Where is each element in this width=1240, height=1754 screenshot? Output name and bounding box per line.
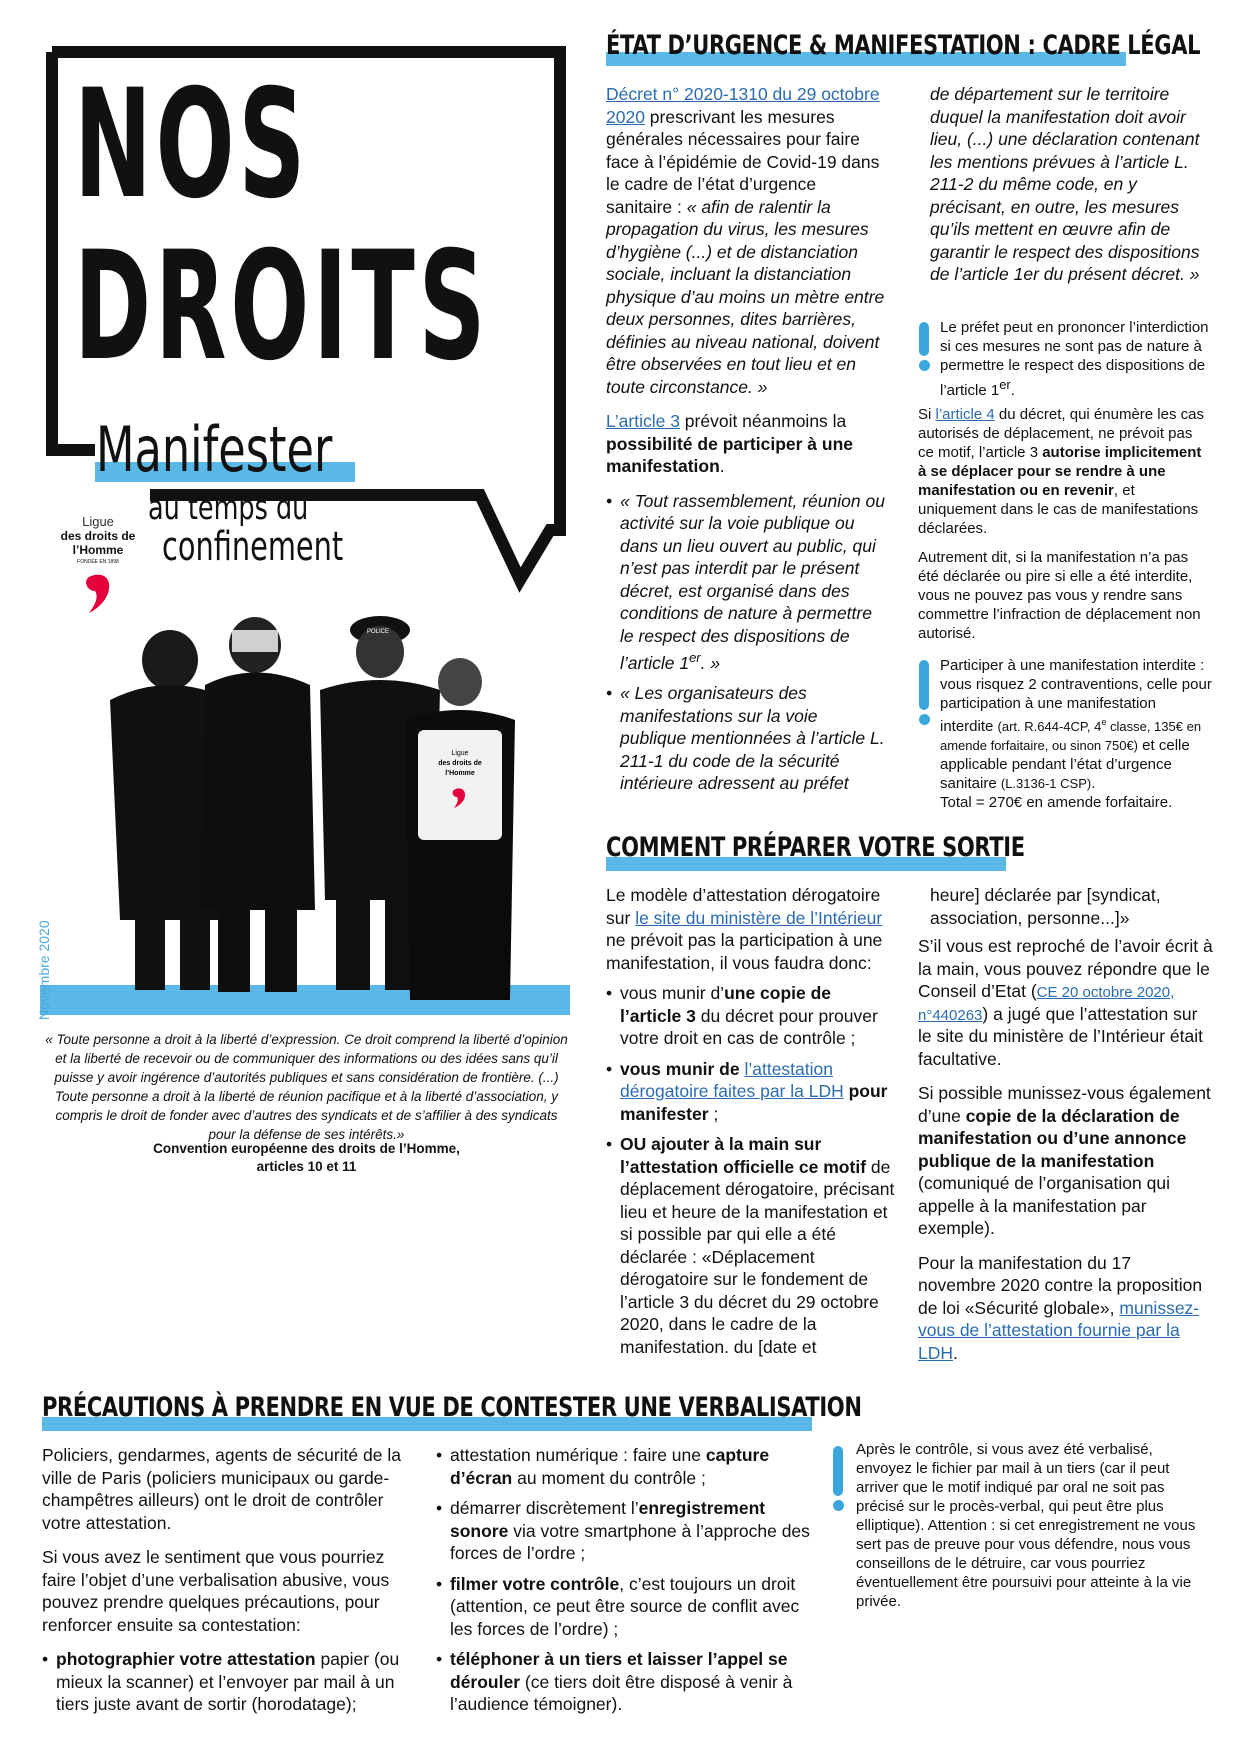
- section1-p1-quote: « afin de ralentir la propagation du virus, les mesures d’hygiène (...) et de distanciation sociale, incluant la distanciation physique d’au moins un mètre entre deux personnes, dites barrières, définies au niveau national, doivent être observées en tout lieu et en toute circonstance. »: [606, 196, 885, 397]
- section3-p2: Si vous avez le sentiment que vous pourriez faire l’objet d’une verbalisation abusive, vous pouvez prendre quelques précautions, pour renforcer ensuite sa contestation:: [42, 1547, 390, 1635]
- alert2-c: .: [1091, 775, 1096, 792]
- article3-link[interactable]: L’article 3: [606, 411, 680, 431]
- section2-col1: [606, 884, 896, 1366]
- alert1-body: Le préfet peut en prononcer l’interdiction si ces mesures ne sont pas de nature à permettre le respect des dispositions de l’article 1: [940, 319, 1209, 399]
- echr-source: [44, 1140, 569, 1176]
- section3-bullets-b: [436, 1444, 811, 1716]
- ministry-link[interactable]: le site du ministère de l’Intérieur: [635, 907, 883, 928]
- conseil-etat-link[interactable]: CE 20 octobre 2020, n°440263: [918, 984, 1175, 1024]
- cover-title-line2: DROITS: [74, 220, 490, 394]
- section1-bullet2: • « Les organisateurs des manifestations sur la voie publique mentionnées à l’article L. 211-1 du code de la sécurité intérieure adressent au préfet: [606, 682, 886, 795]
- ldh-logo-line2: des droits de: [60, 529, 136, 543]
- alert3-icon: [832, 1446, 844, 1511]
- section3-heading: PRÉCAUTIONS À PRENDRE EN VUE DE CONTESTER UNE VERBALISATION: [42, 1392, 862, 1423]
- section3-b2-a: attestation numérique : faire une: [450, 1445, 706, 1465]
- section2-bullet3: [606, 1133, 896, 1358]
- section3-b1-bold: photographier votre attestation: [56, 1649, 316, 1669]
- section1-p3-a: Si: [918, 406, 936, 423]
- section1-p2-bold: possibilité de participer à une manifestation: [606, 433, 854, 476]
- section1-bullet1: [606, 490, 886, 675]
- section1-p2-end: .: [719, 456, 725, 476]
- alert2-small2: classe, 135€ en amende forfaitaire, ou sinon 750€): [940, 719, 1202, 753]
- section1-col1: [606, 83, 886, 803]
- section3-b5-text: (ce tiers doit être disposé à venir à l’audience témoigner).: [450, 1671, 793, 1714]
- vest-text-line3: l’Homme: [445, 770, 475, 777]
- section2-p1-b: ne prévoit pas la participation à une manifestation, il vous faudra donc:: [606, 930, 883, 973]
- section2-b3-text: de déplacement dérogatoire, précisant lieu et heure de la manifestation et si possible par qui elle a été déclarée : «Déplacement dérogatoire sur le fondement de l’article 3 du décret du 29 octobre 2020, dans le cadre de la manifestation. du [date et: [620, 1156, 895, 1357]
- section3-b3-b: via votre smartphone à l’approche des forces de l’ordre ;: [450, 1520, 810, 1563]
- section2-bullets: [606, 982, 896, 1358]
- section2-b2-bold: vous munir de: [620, 1058, 745, 1079]
- section2-c2-p2-bold: copie de la déclaration de manifestation ou d’une annonce publique de la manifestation: [918, 1105, 1187, 1171]
- alert2-total: Total = 270€ en amende forfaitaire.: [940, 794, 1173, 811]
- section2-bullet2: [606, 1058, 896, 1126]
- section2-p1: [606, 884, 896, 974]
- alert2-text: [940, 656, 1212, 812]
- cover-title-line1: NOS: [74, 58, 310, 232]
- section2-b2-end: ;: [708, 1103, 719, 1124]
- section3-b3-bold: enregistrement sonore: [450, 1498, 766, 1541]
- section2-b2-bold2: pour manifester: [620, 1081, 888, 1124]
- section3-bullet5: [436, 1648, 811, 1716]
- cover-subtitle: Manifester: [96, 413, 333, 486]
- section3-bullet3: [436, 1497, 811, 1565]
- section1-p3: [918, 405, 1210, 538]
- alert2-small3: (L.3136-1 CSP): [1000, 776, 1092, 791]
- section3-bullet1: [42, 1648, 412, 1716]
- alert2-b: et celle applicable pendant l’état d’urgence sanitaire: [940, 737, 1190, 792]
- section2-c2-p2-b: (comuniqué de l’organisation qui appelle à la manifestation par exemple).: [918, 1173, 1170, 1238]
- section2-c2-p1-b: ) a jugé que l’attestation sur le site du ministère de l’Intérieur était facultative.: [918, 1003, 1203, 1069]
- ldh-logo-line4: FONDÉE EN 1898: [77, 559, 119, 565]
- section3-bullet2: [436, 1444, 811, 1489]
- section1-p2-text: prévoit néanmoins la: [679, 411, 847, 431]
- section2-b1-bold: une copie de l’article 3: [620, 983, 832, 1026]
- vest-text-line2: des droits de: [438, 760, 482, 767]
- section1-bullets: [606, 490, 886, 795]
- section2-c2-p3-a: Pour la manifestation du 17 novembre 2020 contre la proposition de loi «Sécurité globale»,: [918, 1252, 1203, 1318]
- echr-source-line2: articles 10 et 11: [256, 1159, 357, 1174]
- section1-col2-quote: de département sur le territoire duquel la manifestation doit avoir lieu, (...) une déclaration contenant les mentions prévues à l’article L. 211-2 du même code, en y précisant, en outre, les mesures qu’ils mettent en œuvre afin de garantir le respect des dispositions de l’article 1er du présent décret. »: [930, 84, 1200, 284]
- section3-col1: [42, 1444, 412, 1724]
- cover-photo: [40, 590, 570, 1015]
- decree-link[interactable]: Décret n° 2020-1310 du 29 octobre 2020: [606, 84, 880, 127]
- section3-bullets-a: [42, 1648, 412, 1716]
- section3-b4-text: , c’est toujours un droit (attention, ce peut être source de conflit avec les forces de l’ordre) ;: [450, 1573, 800, 1639]
- section1-p1: [606, 83, 886, 398]
- section3-b3-a: démarrer discrètement l’: [450, 1498, 639, 1518]
- section3-p1: Policiers, gendarmes, agents de sécurité de la ville de Paris (policiers municipaux ou garde-champêtres ailleurs) ont le droit de contrôler votre attestation.: [42, 1445, 401, 1533]
- section2-c2-p3-b: .: [953, 1342, 958, 1363]
- section3-alert: Après le contrôle, si vous avez été verbalisé, envoyez le fichier par mail à un tiers (car il peut arriver que le motif indiqué par oral ne soit pas précisé sur le procès-verbal, qui peut être plus elliptique). Attention : si cet enregistrement ne vous sert pas de preuve pour vous défendre, nous vous conseillons de le détruire, car vous pourriez éventuellement être poursuivi pour atteinte à la vie privée.: [856, 1441, 1196, 1610]
- section1-bullet1-end: . »: [700, 652, 721, 673]
- section2-c2-p2-a: Si possible munissez-vous également d’une: [918, 1083, 1211, 1126]
- section2-c2-start: heure] déclarée par [syndicat, association, personne...]»: [930, 885, 1161, 928]
- article4-link[interactable]: l’article 4: [935, 406, 995, 423]
- section1-p3-bold: autorise implicitement à se déplacer pour se rendre à une manifestation ou en revenir: [918, 444, 1202, 499]
- section2-c2-p2: [918, 1082, 1213, 1240]
- section2-p1-a: Le modèle d’attestation dérogatoire sur: [606, 885, 881, 928]
- alert2-small1: (art. R.644-4CP, 4: [997, 719, 1102, 734]
- cap-text: POLICE: [367, 629, 390, 635]
- ldh-logo-line1: Ligue: [82, 514, 114, 529]
- cover-subtitle2-line2: confinement: [162, 524, 344, 570]
- section1-p3-c: , et uniquement dans le cas de manifestations déclarées.: [918, 482, 1199, 537]
- alert1-end: .: [1010, 382, 1015, 399]
- section2-c2-p3: [918, 1252, 1213, 1365]
- ldh-logo-line3: l’Homme: [72, 543, 124, 557]
- section2-b1-a: vous munir d’: [620, 983, 725, 1003]
- cover-subtitle2-line1: au temps du: [148, 488, 309, 528]
- echr-source-line1: Convention européenne des droits de l’Homme,: [153, 1141, 460, 1156]
- section1-p4: Autrement dit, si la manifestation n’a pas été déclarée ou pire si elle a été interdite, vous ne pouvez pas vous y rendre sans commettre l’infraction de déplacement non autorisé.: [918, 549, 1201, 642]
- section1-p1-text: prescrivant les mesures générales nécessaires pour faire face à l’épidémie de Covid-19 dans le cadre de l’état d’urgence sanitaire :: [606, 106, 880, 217]
- alert1-text: [940, 318, 1210, 400]
- ldh-attestation-link[interactable]: l’attestation dérogatoire faites par la LDH: [620, 1058, 844, 1101]
- alert2-icon: [918, 660, 930, 725]
- section2-col2: [918, 884, 1213, 1376]
- section3-b1-text: papier (ou mieux la scanner) et l’envoyer par mail à un tiers juste avant de sortir (horodatage);: [56, 1649, 400, 1714]
- section3-b5-bold: téléphoner à un tiers et laisser l’appel se dérouler: [450, 1649, 788, 1692]
- alert2-sup: e: [1101, 717, 1107, 727]
- section2-heading: COMMENT PRÉPARER VOTRE SORTIE: [606, 832, 1025, 863]
- section3-col2: [436, 1444, 811, 1724]
- section3-b2-bold: capture d’écran: [450, 1445, 770, 1488]
- echr-quote: « Toute personne a droit à la liberté d’expression. Ce droit comprend la liberté d’opinion et la liberté de recevoir ou de communiquer des informations ou des idées sans qu’il puisse y avoir ingérence d’autorités publiques et sans considération de frontière. (...) Toute personne a droit à la liberté de réunion pacifique et à la liberté d’association, y compris le droit de fonder avec d’autres des syndicats et de s’affilier à des syndicats pour la défense de ses intérêts.»: [45, 1032, 568, 1142]
- section2-c2-p1-a: S’il vous est reproché de l’avoir écrit à la main, vous pouvez répondre que le Conseil d’Etat (: [918, 936, 1213, 1001]
- police-group-illustration: [40, 590, 570, 1015]
- section2-b3-bold: OU ajouter à la main sur l’attestation officielle ce motif: [620, 1134, 867, 1177]
- date-label: Novembre 2020: [36, 920, 52, 1020]
- section2-c2-p1: [918, 935, 1213, 1070]
- section1-bullet1-text: « Tout rassemblement, réunion ou activité sur la voie publique ou dans un lieu ouvert au public, qui n’est pas interdit par le présent décret, est organisé dans des conditions de nature à permettre le respect des dispositions de l’article 1: [620, 490, 885, 673]
- section2-b1-b: du décret pour prouver votre droit en cas de contrôle ;: [620, 1005, 878, 1048]
- section3-b4-bold: filmer votre contrôle: [450, 1573, 620, 1594]
- section1-heading: ÉTAT D’URGENCE & MANIFESTATION : CADRE LÉGAL: [606, 30, 1201, 61]
- section3-b2-b: au moment du contrôle ;: [512, 1467, 706, 1488]
- section2-bullet1: [606, 982, 896, 1050]
- alert1-sup: er: [999, 377, 1011, 392]
- section1-bullet1-sup: er: [689, 650, 701, 665]
- section1-p3-b: du décret, qui énumère les cas autorisés de déplacement, ne prévoit pas ce motif, l’article 3: [918, 406, 1204, 461]
- section3-bullet4: [436, 1573, 811, 1641]
- ldh-attestation-link-2[interactable]: munissez-vous de l’attestation fournie par la LDH: [918, 1297, 1200, 1363]
- alert1-icon: [918, 322, 930, 371]
- alert2-a: Participer à une manifestation interdite : vous risquez 2 contraventions, celle pour participation à une manifestation interdite: [940, 657, 1212, 735]
- vest-text-line1: Ligue: [451, 750, 469, 757]
- section1-p2: [606, 410, 886, 478]
